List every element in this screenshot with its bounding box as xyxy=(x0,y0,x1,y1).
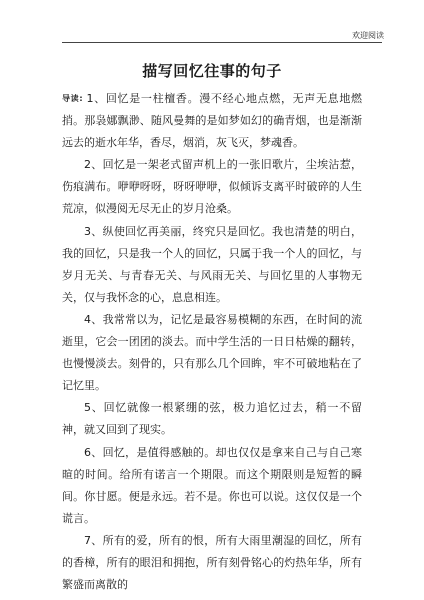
paragraph-2: 2、回忆是一架老式留声机上的一张旧歌片，尘埃沾惹，伤痕满布。咿咿呀呀，呀呀咿咿，似倾诉支离平时破碎的人生荒凉，似漫阅无尽无止的岁月沧桑。 xyxy=(62,158,362,216)
paragraph-text: 1、回忆是一柱檀香。漫不经心地点燃，无声无息地燃捎。那袅娜飘渺、随风曼舞的是如梦如幻的确青烟，也是渐渐远去的逝水年华，香尽，烟消，灰飞灭，梦魂香。 xyxy=(62,92,362,150)
paragraph-4: 4、我常常以为，记忆是最容易模糊的东西，在时间的流逝里，它会一团团的淡去。而中学生活的一日日枯燥的翻转，也慢慢淡去。刻骨的，只有那么几个回眸，牢不可破地粘在了记忆里。 xyxy=(62,312,362,393)
paragraph-6: 6、回忆，是值得感触的。却也仅仅是拿来自己与自己寒暄的时间。给所有诺言一个期限。而这个期限则是短暂的瞬间。你甘愿。便是永远。若不是。你也可以说。这仅仅是一个谎言。 xyxy=(62,445,362,525)
header-note: 欢迎阅读 xyxy=(352,31,384,40)
document-title: 描写回忆往事的句子 xyxy=(142,62,282,80)
paragraph-1 xyxy=(62,88,362,154)
paragraph-7: 7、所有的爱，所有的恨，所有大雨里潮湿的回忆，所有的香樟，所有的眼泪和拥抱，所有刻骨铭心的灼热年华，所有繁盛而离散的 xyxy=(62,533,362,592)
paragraph-5: 5、回忆就像一根紧绷的弦，极力追忆过去，稍一不留神，就又回到了现实。 xyxy=(62,401,362,437)
header-divider xyxy=(62,42,382,43)
lead-label: 导读: xyxy=(62,94,83,103)
document-body xyxy=(62,88,362,596)
paragraph-3: 3、纵使回忆再美丽，终究只是回忆。我也清楚的明白，我的回忆，只是我一个人的回忆，只属于我一个人的回忆，与岁月无关、与青春无关、与风雨无关、与回忆里的人事物无关，仅与我怀念的心，息息相连。 xyxy=(62,224,362,304)
